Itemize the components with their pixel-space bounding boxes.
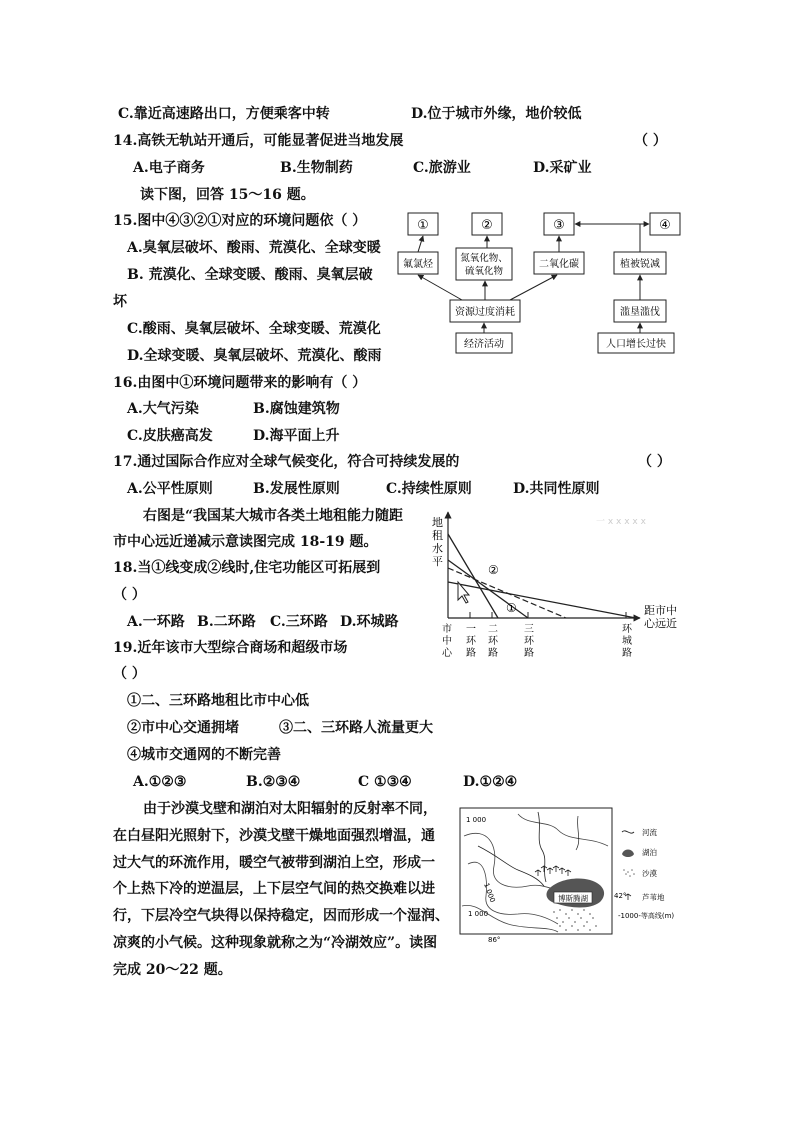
q15-option-d: D.全球变暖、臭氧层破坏、荒漠化、酸雨 [127, 348, 382, 364]
rent-line-agricultural [448, 582, 636, 618]
q16-option-c: C.皮肤癌高发 [127, 428, 213, 444]
longitude-label: 86° [488, 936, 501, 944]
q14-stem: 14.高铁无轨站开通后，可能显著促进当地发展 [113, 133, 404, 149]
q19-item-3: ③二、三环路人流量更大 [279, 720, 433, 736]
q13-option-d: D.位于城市外缘，地价较低 [411, 106, 582, 122]
cause-co2-label: 二氧化碳 [539, 259, 579, 270]
tick-ring3-3: 路 [524, 648, 534, 659]
tick-ring2-2: 环 [488, 636, 498, 647]
passage-line-2: 在白昼阳光照射下，沙漠戈壁干燥地面强烈增温，通 [113, 828, 435, 844]
tick-city-center-3: 心 [442, 648, 452, 659]
cause-vegetation-label: 植被锐减 [620, 259, 660, 270]
lake-legend-icon [622, 850, 634, 858]
lake-name: 博斯腾湖 [558, 894, 588, 903]
flow-box-1-label: ① [417, 218, 429, 233]
tick-ring2-3: 路 [488, 648, 498, 659]
q18-stem: 18.当①线变成②线时,住宅功能区可拓展到 [113, 560, 381, 576]
passage-line-4: 个上热下冷的逆温层，上下层空气间的热交换难以进 [113, 881, 435, 897]
q15-option-c: C.酸雨、臭氧层破坏、全球变暖、荒漠化 [127, 321, 381, 337]
q15-option-a: A.臭氧层破坏、酸雨、荒漠化、全球变暖 [127, 240, 381, 256]
q15-option-b-cont: 坏 [113, 294, 127, 310]
q14-option-d: D.采矿业 [533, 160, 592, 176]
flow-box-2-label: ② [481, 218, 493, 233]
tick-ring3-2: 环 [524, 636, 534, 647]
q13-option-c: C.靠近高速路出口，方便乘客中转 [118, 106, 330, 122]
environment-flow-diagram [392, 205, 692, 357]
y-axis-label-4: 平 [432, 555, 443, 568]
legend-river: 河流 [642, 828, 657, 837]
tick-city-center-1: 市 [442, 624, 452, 635]
flow-box-4-label: ④ [659, 218, 671, 233]
q19-item-2: ②市中心交通拥堵 [127, 720, 239, 736]
q19-option-a: A.①②③ [133, 774, 187, 790]
contour-label-3: 1 000 [468, 910, 489, 918]
read-15-16: 读下图，回答 15～16 题。 [140, 187, 315, 203]
tick-ring1-3: 路 [466, 648, 476, 659]
overcultivation-label: 滥垦滥伐 [620, 307, 660, 318]
q18-paren: （ ） [113, 587, 146, 603]
q19-paren: （ ） [113, 666, 146, 682]
q15-stem: 15.图中④③②①对应的环境问题依（ ） [113, 213, 367, 229]
x-axis-label-1: 距市中 [644, 604, 677, 617]
q19-item-4: ④城市交通网的不断完善 [127, 747, 281, 763]
q19-stem: 19.近年该市大型综合商场和超级市场 [113, 640, 348, 656]
passage-line-7: 完成 20～22 题。 [113, 962, 232, 978]
q19-option-b: B.②③④ [246, 774, 301, 790]
q18-option-c: C.三环路 [270, 614, 328, 630]
cause-nox-label: 氮氧化物、 [460, 253, 508, 264]
y-axis-label-1: 地 [432, 516, 443, 529]
legend-desert: 沙漠 [642, 869, 657, 878]
tick-ring3-1: 三 [524, 624, 534, 635]
legend-reed: 芦苇地 [642, 893, 665, 902]
q16-option-d: D.海平面上升 [253, 428, 340, 444]
tick-ring1-2: 环 [466, 636, 476, 647]
legend-lake: 湖泊 [642, 848, 657, 857]
bosten-lake-map [458, 806, 690, 944]
cause-cfc-label: 氟氯烃 [403, 259, 433, 270]
x-axis-label-2: 心远近 [644, 617, 677, 630]
q14-option-a: A.电子商务 [133, 160, 205, 176]
curve-label-1: ① [506, 601, 517, 615]
q14-option-b: B.生物制药 [280, 160, 353, 176]
economic-activity-label: 经济活动 [464, 339, 504, 350]
q19-option-c: C ①③④ [358, 774, 412, 790]
resource-overuse-label: 资源过度消耗 [455, 307, 515, 318]
q17-option-d: D.共同性原则 [513, 481, 600, 497]
latitude-label: 42° [614, 892, 627, 900]
intro-18-19-line2: 市中心远近递减示意读图完成 18-19 题。 [113, 534, 378, 550]
q18-option-d: D.环城路 [340, 614, 399, 630]
tick-ring1-1: 一 [466, 624, 476, 635]
contour-label-1: 1 000 [466, 816, 487, 824]
q17-stem: 17.通过国际合作应对全球气候变化，符合可持续发展的 [113, 454, 460, 470]
q15-option-b: B. 荒漠化、全球变暖、酸雨、臭氧层破 [127, 267, 373, 283]
faint-background-text: 一 x x x x x [596, 517, 646, 527]
q16-stem: 16.由图中①环境问题带来的影响有（ ） [113, 375, 367, 391]
tick-city-center-2: 中 [442, 636, 452, 647]
q18-option-a: A.一环路 [127, 614, 185, 630]
contour-label-2: 1 000 [482, 881, 497, 904]
tick-ringroad-2: 城 [622, 636, 632, 647]
legend-contour: -1000-等高线(m) [618, 912, 675, 920]
y-axis-label-2: 租 [432, 529, 443, 542]
passage-line-1: 由于沙漠戈壁和湖泊对太阳辐射的反射率不同， [143, 801, 437, 817]
q19-option-d: D.①②④ [463, 774, 518, 790]
q17-paren: （ ） [638, 454, 671, 470]
tick-ringroad-1: 环 [622, 624, 632, 635]
river-legend-icon [622, 831, 634, 833]
q19-item-1: ①二、三环路地租比市中心低 [127, 693, 309, 709]
passage-line-3: 过大气的环流作用，暖空气被带到湖泊上空，形成一 [113, 855, 435, 871]
q16-option-a: A.大气污染 [127, 401, 199, 417]
flow-box-3-label: ③ [553, 218, 565, 233]
cause-sox-label: 硫氧化物 [464, 266, 504, 277]
q14-paren: （ ） [634, 133, 667, 149]
intro-18-19-line1: 右图是“我国某大城市各类土地租能力随距 [143, 508, 404, 524]
q17-option-c: C.持续性原则 [386, 481, 472, 497]
q17-option-a: A.公平性原则 [127, 481, 213, 497]
q18-option-b: B.二环路 [197, 614, 256, 630]
passage-line-6: 凉爽的小气候。这种现象就称之为“冷湖效应”。读图 [113, 935, 438, 951]
q16-option-b: B.腐蚀建筑物 [253, 401, 340, 417]
q14-option-c: C.旅游业 [413, 160, 471, 176]
curve-label-2: ② [488, 563, 499, 577]
population-growth-label: 人口增长过快 [606, 339, 666, 350]
desert-legend-icon [623, 869, 635, 877]
passage-line-5: 行，下层冷空气块得以保持稳定，因而形成一个湿润、 [113, 908, 449, 924]
y-axis-label-3: 水 [432, 542, 443, 555]
tick-ring2-1: 二 [488, 624, 498, 635]
tick-ringroad-3: 路 [622, 648, 632, 659]
land-rent-chart [426, 508, 688, 660]
q17-option-b: B.发展性原则 [253, 481, 340, 497]
